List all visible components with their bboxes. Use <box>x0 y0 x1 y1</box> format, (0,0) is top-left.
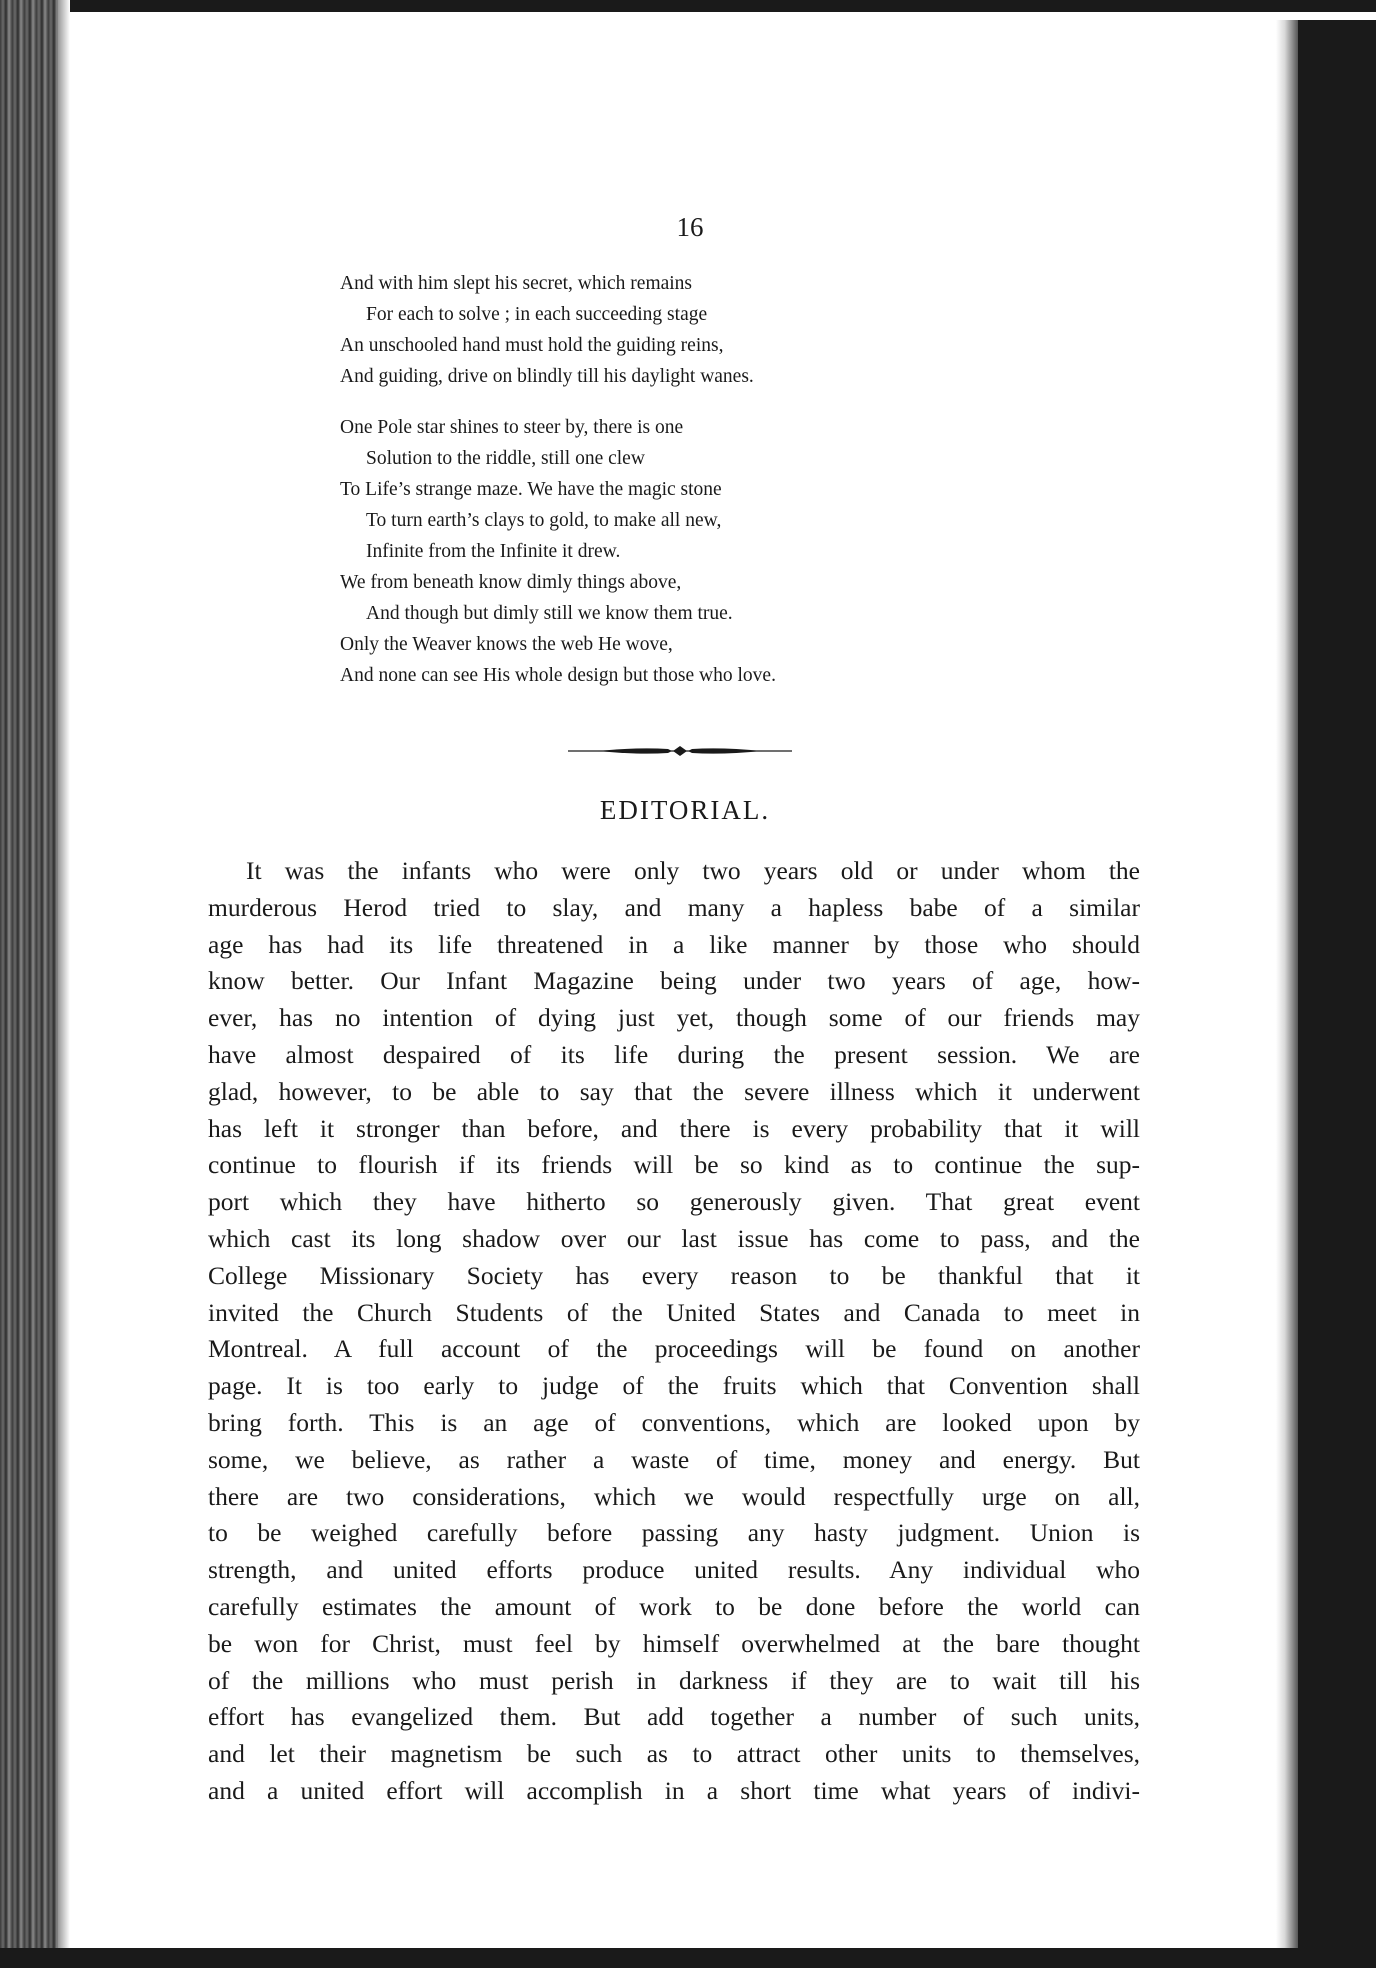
poem-stanza <box>340 412 960 691</box>
editorial-line: effort has evangelized them. But add together a number of such units, <box>208 1702 1140 1732</box>
poem-line: We from beneath know dimly things above, <box>340 572 682 593</box>
poem <box>340 268 960 711</box>
editorial-line: bring forth. This is an age of conventions, which are looked upon by <box>208 1407 1140 1437</box>
editorial-line: know better. Our Infant Magazine being under two years of age, how- <box>208 966 1140 996</box>
section-title: EDITORIAL. <box>599 795 771 825</box>
editorial-line: port which they have hitherto so generously given. That great event <box>208 1187 1140 1217</box>
editorial-line: glad, however, to be able to say that the severe illness which it underwent <box>208 1076 1140 1106</box>
editorial-line: be won for Christ, must feel by himself overwhelmed at the bare thought <box>208 1628 1140 1658</box>
editorial-line: which cast its long shadow over our last issue has come to pass, and the <box>208 1223 1140 1253</box>
editorial-line: age has had its life threatened in a like manner by those who should <box>208 929 1140 959</box>
poem-line: To Life’s strange maze. We have the magic stone <box>340 479 722 500</box>
editorial-line: some, we believe, as rather a waste of time, money and energy. But <box>208 1444 1140 1474</box>
poem-line: An unschooled hand must hold the guiding reins, <box>340 335 724 356</box>
editorial-line: have almost despaired of its life during the present session. We are <box>208 1039 1140 1069</box>
editorial-line: and a united effort will accomplish in a short time what years of indivi- <box>208 1775 1140 1805</box>
editorial-line: of the millions who must perish in darkness if they are to wait till his <box>208 1665 1140 1695</box>
poem-line: To turn earth’s clays to gold, to make all new, <box>366 510 722 531</box>
poem-line: And with him slept his secret, which remains <box>340 273 693 294</box>
scan-bottom-edge <box>0 1948 1376 1968</box>
editorial-line: ever, has no intention of dying just yet, though some of our friends may <box>208 1003 1140 1033</box>
editorial-line: has left it stronger than before, and there is every probability that it will <box>208 1113 1140 1143</box>
editorial-line: to be weighed carefully before passing any hasty judgment. Union is <box>208 1518 1140 1548</box>
editorial-line: It was the infants who were only two years old or under whom the <box>246 856 1140 885</box>
poem-line: One Pole star shines to steer by, there is one <box>340 417 684 438</box>
scan-right-background <box>1298 20 1376 1968</box>
poem-line: And though but dimly still we know them true. <box>366 603 733 624</box>
editorial-line: and let their magnetism be such as to attract other units to themselves, <box>208 1739 1140 1769</box>
editorial-line: page. It is too early to judge of the fruits which that Convention shall <box>208 1371 1140 1401</box>
poem-line: And guiding, drive on blindly till his daylight wanes. <box>340 366 754 387</box>
editorial-line: invited the Church Students of the United States and Canada to meet in <box>208 1297 1140 1327</box>
poem-line: And none can see His whole design but those who love. <box>340 665 776 686</box>
poem-line: Solution to the riddle, still one clew <box>366 448 645 469</box>
page-right-edge <box>1276 20 1298 1960</box>
poem-stanza <box>340 268 960 392</box>
binding-shadow <box>58 0 70 1968</box>
editorial-body <box>208 853 1140 1810</box>
poem-line: Only the Weaver knows the web He wove, <box>340 634 673 655</box>
editorial-line: strength, and united efforts produce united results. Any individual who <box>208 1555 1140 1585</box>
poem-line: Infinite from the Infinite it drew. <box>366 541 621 562</box>
page-number: 16 <box>676 212 704 242</box>
book-binding-left <box>0 0 58 1968</box>
poem-line: For each to solve ; in each succeeding stage <box>366 304 708 325</box>
ornamental-divider <box>568 745 792 757</box>
editorial-line: there are two considerations, which we would respectfully urge on all, <box>208 1481 1140 1511</box>
scan-top-edge <box>0 0 1376 12</box>
editorial-line: College Missionary Society has every reason to be thankful that it <box>208 1260 1140 1290</box>
editorial-line: Montreal. A full account of the proceedings will be found on another <box>208 1334 1140 1364</box>
editorial-line: murderous Herod tried to slay, and many a hapless babe of a similar <box>208 892 1140 922</box>
editorial-line: continue to flourish if its friends will be so kind as to continue the sup- <box>208 1150 1140 1180</box>
editorial-line: carefully estimates the amount of work to be done before the world can <box>208 1591 1140 1621</box>
